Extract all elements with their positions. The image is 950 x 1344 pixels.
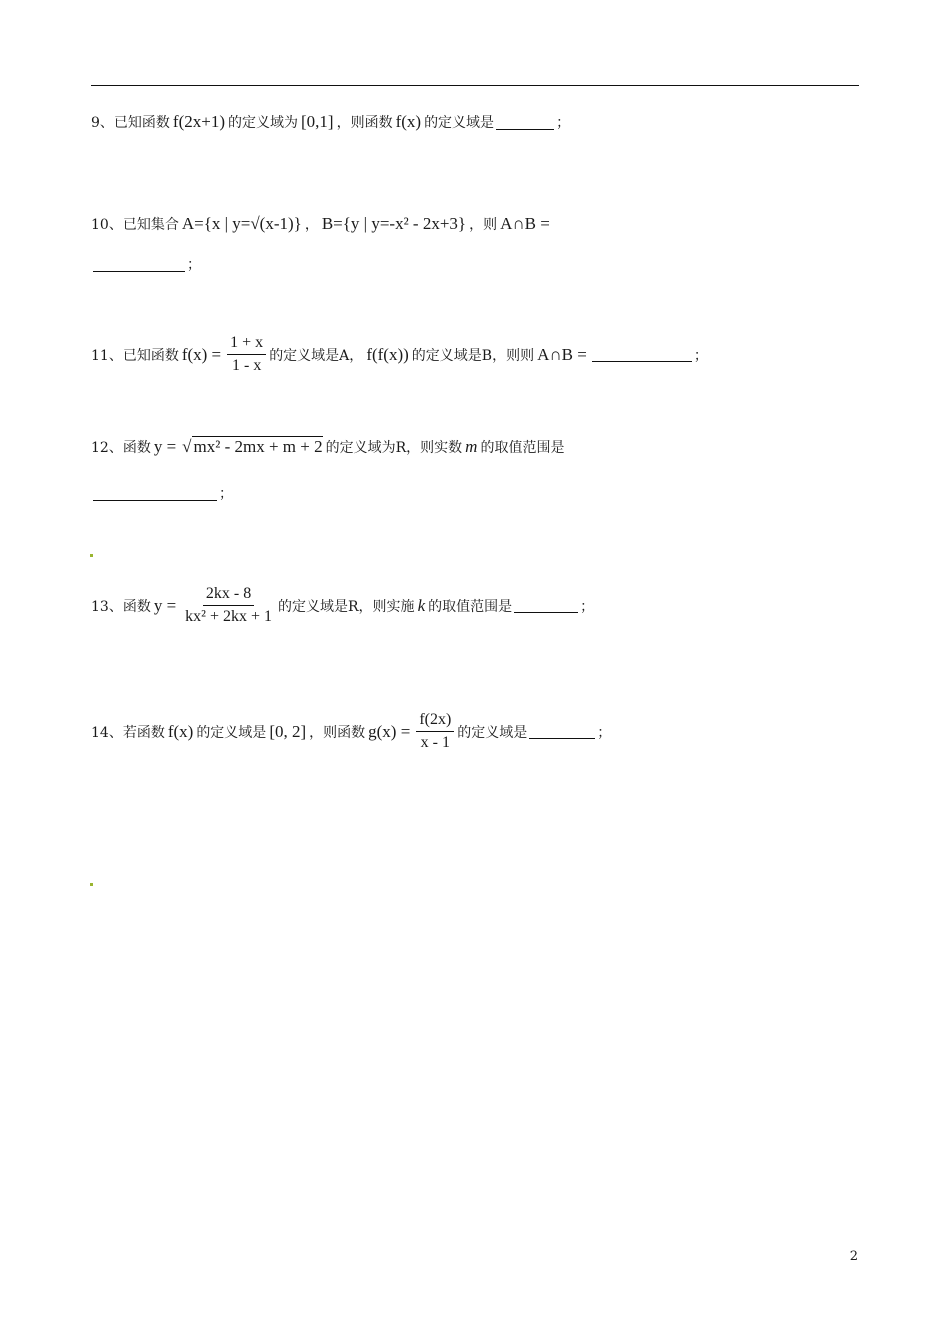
q9-interval: [0,1] bbox=[301, 112, 334, 131]
q10-sep: ， bbox=[304, 217, 319, 233]
q10-set-b: B={y | y=-x² - 2x+3} bbox=[321, 214, 467, 233]
question-12 bbox=[91, 437, 564, 457]
q9-end: ； bbox=[556, 115, 571, 131]
q9-prefix: 9、已知函数 bbox=[91, 115, 170, 131]
q10-expr: A∩B = bbox=[500, 214, 550, 233]
q12-lhs: y = bbox=[153, 437, 177, 456]
q13-end: ； bbox=[580, 598, 595, 615]
q14-numerator: f(2x) bbox=[416, 710, 454, 732]
q12-mid: 的定义域为R，则实数 bbox=[325, 440, 463, 456]
q9-suffix: 的定义域是 bbox=[424, 115, 495, 131]
question-14 bbox=[91, 710, 611, 753]
q11-mid2: 的定义域是B，则则 bbox=[411, 347, 535, 364]
q10-end: ； bbox=[187, 257, 201, 273]
answer-blank[interactable] bbox=[514, 598, 578, 613]
q14-interval: [0, 2] bbox=[269, 721, 307, 741]
question-13 bbox=[91, 584, 594, 627]
q10-set-a: A={x | y=√(x-1)} bbox=[181, 214, 302, 233]
q13-lhs: y = bbox=[153, 595, 177, 615]
q11-end: ； bbox=[693, 347, 708, 364]
q11-denominator: 1 - x bbox=[232, 357, 262, 374]
q13-fraction bbox=[182, 584, 275, 627]
q11-mid: 的定义域是A， bbox=[269, 347, 364, 364]
q9-mid: 的定义域为 bbox=[228, 115, 298, 131]
stray-dot bbox=[90, 883, 93, 886]
q13-var: k bbox=[417, 595, 426, 615]
question-10 bbox=[91, 214, 553, 234]
q13-mid: 的定义域是R，则实施 bbox=[278, 598, 415, 615]
answer-blank[interactable] bbox=[592, 347, 692, 362]
q14-fraction bbox=[416, 710, 454, 753]
q14-expr: f(x) bbox=[167, 721, 194, 741]
answer-blank[interactable] bbox=[93, 486, 217, 501]
q13-suffix: 的取值范围是 bbox=[428, 598, 513, 615]
q14-prefix: 14、若函数 bbox=[91, 724, 165, 741]
q11-expr: f(f(x)) bbox=[366, 344, 409, 364]
q10-prefix: 10、已知集合 bbox=[91, 217, 179, 233]
q11-numerator: 1 + x bbox=[227, 333, 266, 355]
q12-suffix: 的取值范围是 bbox=[480, 440, 565, 456]
q13-numerator: 2kx - 8 bbox=[203, 584, 254, 606]
q14-mid: 的定义域是 bbox=[196, 724, 267, 741]
q10-mid: ，则 bbox=[469, 217, 498, 233]
q13-prefix: 13、函数 bbox=[91, 598, 151, 615]
q14-lhs: g(x) = bbox=[368, 721, 411, 741]
q12-prefix: 12、函数 bbox=[91, 440, 151, 456]
q11-lhs: f(x) = bbox=[181, 344, 222, 364]
page-number: 2 bbox=[849, 1249, 858, 1264]
stray-dot bbox=[90, 554, 93, 557]
question-11 bbox=[91, 333, 708, 376]
answer-blank[interactable] bbox=[93, 257, 185, 272]
q12-radicand: mx² - 2mx + m + 2 bbox=[193, 437, 323, 456]
q13-denominator: kx² + 2kx + 1 bbox=[185, 608, 273, 625]
answer-blank[interactable] bbox=[496, 115, 554, 130]
q12-sqrt: √ mx² - 2mx + m + 2 bbox=[182, 437, 323, 456]
q14-denominator: x - 1 bbox=[420, 734, 450, 751]
q12-end: ； bbox=[219, 486, 233, 502]
q9-expr: f(2x+1) bbox=[172, 112, 225, 131]
q14-mid2: ，则函数 bbox=[309, 724, 366, 741]
question-10-answer bbox=[91, 254, 201, 274]
q14-end: ； bbox=[597, 724, 612, 741]
q12-var: m bbox=[465, 437, 478, 456]
answer-blank[interactable] bbox=[529, 724, 595, 739]
question-9 bbox=[91, 112, 570, 132]
q11-expr2: A∩B = bbox=[537, 344, 587, 364]
q9-mid2: ，则函数 bbox=[336, 115, 393, 131]
q11-fraction bbox=[227, 333, 266, 376]
q11-prefix: 11、已知函数 bbox=[91, 347, 179, 364]
question-12-answer bbox=[91, 483, 233, 503]
q14-suffix: 的定义域是 bbox=[457, 724, 528, 741]
header-rule bbox=[91, 85, 859, 86]
q9-expr2: f(x) bbox=[395, 112, 422, 131]
